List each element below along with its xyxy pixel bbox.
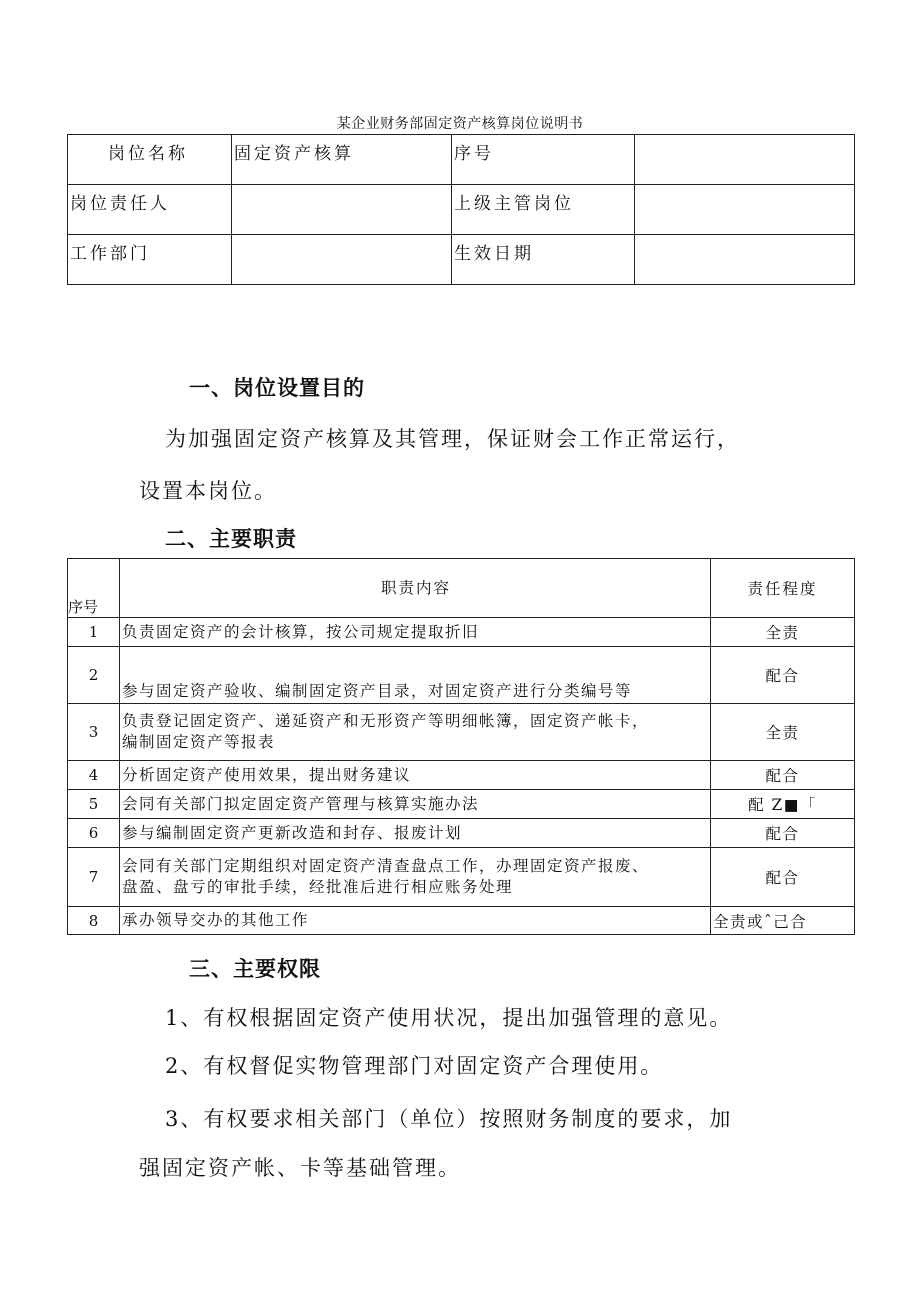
row-content: 参与固定资产验收、编制固定资产目录，对固定资产进行分类编号等 <box>120 647 711 704</box>
section3-item1: 1、有权根据固定资产使用状况，提出加强管理的意见。 <box>165 1006 733 1030</box>
row-content: 分析固定资产使用效果，提出财务建议 <box>120 761 711 790</box>
section1-heading: 一、岗位设置目的 <box>189 376 365 400</box>
header-content: 职责内容 <box>120 559 711 618</box>
row-content: 承办领导交办的其他工作 <box>120 907 711 935</box>
info-cell: 生效日期 <box>452 235 635 285</box>
section3-item2: 2、有权督促实物管理部门对固定资产合理使用。 <box>165 1054 664 1078</box>
row-no: 4 <box>68 761 120 790</box>
row-level: 配合 <box>711 819 855 848</box>
info-cell: 序号 <box>452 135 635 185</box>
row-no: 5 <box>68 790 120 819</box>
table-row <box>68 848 855 907</box>
row-level: 配合 <box>711 761 855 790</box>
row-content: 会同有关部门定期组织对固定资产清查盘点工作，办理固定资产报废、 盘盈、盘亏的审批手续，经批准后进行相应账务处理 <box>120 848 711 907</box>
info-cell: 固定资产核算 <box>232 135 452 185</box>
duty-table-header <box>68 559 855 618</box>
duty-table <box>67 558 855 935</box>
row-no: 8 <box>68 907 120 935</box>
info-cell: 岗位责任人 <box>68 185 232 235</box>
row-level: 全责 <box>711 618 855 647</box>
section3-item3-line2: 强固定资产帐、卡等基础管理。 <box>139 1156 461 1180</box>
table-row <box>68 618 855 647</box>
row-no: 2 <box>68 647 120 704</box>
info-cell: 上级主管岗位 <box>452 185 635 235</box>
header-no: 序号 <box>68 559 120 618</box>
row-no: 3 <box>68 704 120 761</box>
section3-heading: 三、主要权限 <box>189 957 321 981</box>
info-cell <box>635 185 855 235</box>
table-row <box>68 819 855 848</box>
table-row <box>68 907 855 935</box>
table-row <box>68 704 855 761</box>
info-row <box>68 235 855 285</box>
info-cell <box>635 135 855 185</box>
row-level: 全责或ˆ己合 <box>711 907 855 935</box>
row-content: 参与编制固定资产更新改造和封存、报废计划 <box>120 819 711 848</box>
header-level: 责任程度 <box>711 559 855 618</box>
table-row <box>68 761 855 790</box>
row-no: 1 <box>68 618 120 647</box>
section3-item3-line1: 3、有权要求相关部门（单位）按照财务制度的要求，加 <box>165 1107 733 1131</box>
document-title: 某企业财务部固定资产核算岗位说明书 <box>336 116 584 132</box>
info-cell: 工作部门 <box>68 235 232 285</box>
row-content: 负责固定资产的会计核算，按公司规定提取折旧 <box>120 618 711 647</box>
info-cell: 岗位名称 <box>68 135 232 185</box>
row-level: 全责 <box>711 704 855 761</box>
info-cell <box>635 235 855 285</box>
row-no: 7 <box>68 848 120 907</box>
section2-heading: 二、主要职责 <box>165 527 297 551</box>
row-level: 配 Z■「 <box>711 790 855 819</box>
info-table <box>67 134 855 285</box>
section1-paragraph-line1: 为加强固定资产核算及其管理，保证财会工作正常运行， <box>165 427 740 451</box>
info-cell <box>232 185 452 235</box>
row-content: 负责登记固定资产、递延资产和无形资产等明细帐簿，固定资产帐卡， 编制固定资产等报表 <box>120 704 711 761</box>
row-no: 6 <box>68 819 120 848</box>
info-cell <box>232 235 452 285</box>
section1-paragraph-line2: 设置本岗位。 <box>139 479 277 503</box>
info-row <box>68 185 855 235</box>
info-row <box>68 135 855 185</box>
table-row <box>68 647 855 704</box>
table-row <box>68 790 855 819</box>
row-content: 会同有关部门拟定固定资产管理与核算实施办法 <box>120 790 711 819</box>
row-level: 配合 <box>711 647 855 704</box>
row-level: 配合 <box>711 848 855 907</box>
